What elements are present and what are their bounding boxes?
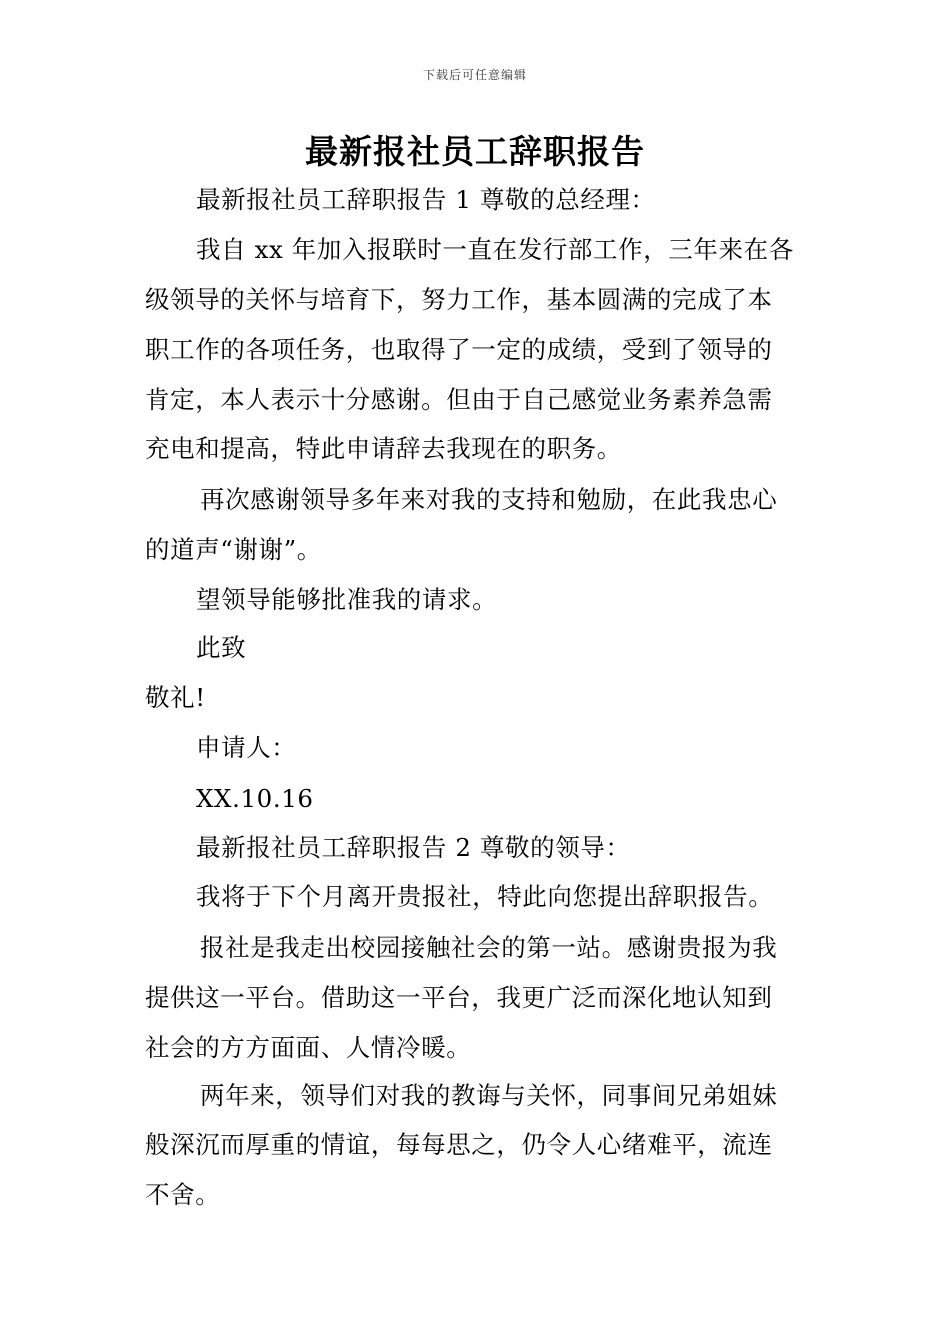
report-2-heading: 最新报社员工辞职报告 2 尊敬的领导： bbox=[196, 833, 631, 862]
applicant-label: 申请人： bbox=[196, 733, 297, 762]
date-line: XX.10.16 bbox=[196, 784, 314, 813]
paragraph-line: 充电和提高，特此申请辞去我现在的职务。 bbox=[145, 434, 622, 463]
report-1-heading: 最新报社员工辞职报告 1 尊敬的总经理： bbox=[196, 185, 656, 214]
document-title: 最新报社员工辞职报告 bbox=[305, 132, 645, 171]
paragraph-line: 我自 xx 年加入报联时一直在发行部工作，三年来在各 bbox=[196, 235, 794, 264]
paragraph-line: 的道声“谢谢”。 bbox=[145, 535, 322, 564]
paragraph-line: 肯定，本人表示十分感谢。但由于自己感觉业务素养急需 bbox=[145, 385, 773, 414]
paragraph-line: 职工作的各项任务，也取得了一定的成绩，受到了领导的 bbox=[145, 335, 773, 364]
paragraph-line: 报社是我走出校园接触社会的第一站。感谢贵报为我 bbox=[200, 933, 778, 962]
salutation-line: 敬礼! bbox=[145, 683, 206, 712]
paragraph-line: 般深沉而厚重的情谊，每每思之，仍令人心绪难平，流连 bbox=[145, 1130, 773, 1159]
paragraph-line: 不舍。 bbox=[145, 1180, 221, 1209]
paragraph-line: 级领导的关怀与培育下，努力工作，基本圆满的完成了本 bbox=[145, 285, 773, 314]
closing-line: 此致 bbox=[196, 633, 247, 662]
paragraph-line: 我将于下个月离开贵报社，特此向您提出辞职报告。 bbox=[196, 882, 774, 911]
paragraph-line: 两年来，领导们对我的教诲与关怀，同事间兄弟姐妹 bbox=[200, 1081, 778, 1110]
paragraph-line: 提供这一平台。借助这一平台，我更广泛而深化地认知到 bbox=[145, 983, 773, 1012]
paragraph-line: 再次感谢领导多年来对我的支持和勉励，在此我忠心 bbox=[200, 485, 778, 514]
header-note: 下载后可任意编辑 bbox=[422, 68, 527, 82]
paragraph-line: 社会的方方面面、人情冷暖。 bbox=[145, 1033, 472, 1062]
paragraph-line: 望领导能够批准我的请求。 bbox=[196, 585, 498, 614]
